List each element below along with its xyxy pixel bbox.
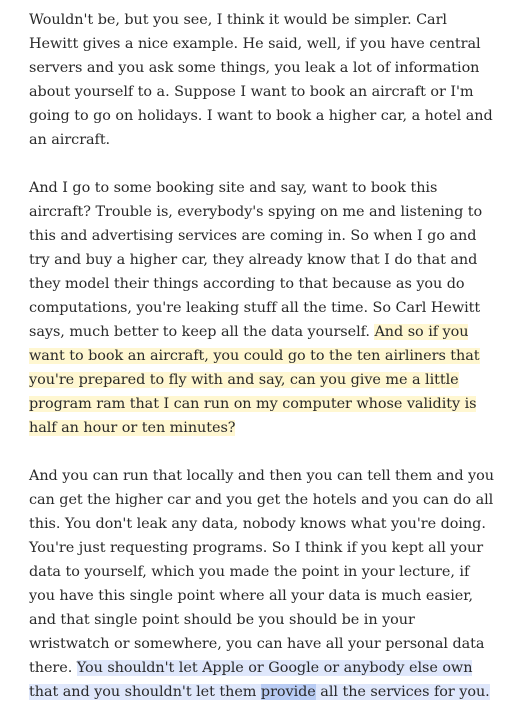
article-body	[29, 8, 499, 728]
paragraph-1	[29, 8, 499, 152]
highlighted-quote-blue-end[interactable]: all the services for you.	[315, 684, 490, 700]
paragraph-3	[29, 464, 499, 704]
highlighted-quote-blue[interactable]: You shouldn't let Apple or Google or anybody else own that and you shouldn't let them	[29, 660, 473, 700]
paragraph-2-text: And I go to some booking site and say, want to book this aircraft? Trouble is, everybody's spying on me and listening to this and advertising services are coming in. So when I go and try and buy a higher car, they already know that I do that and they model their things according to that because as you do computations, you're leaking stuff all the time. So Carl Hewitt says, much better to keep all the data yourself.	[29, 180, 483, 340]
paragraph-3-text: And you can run that locally and then you can tell them and you can get the higher car and you get the hotels and you can do all this. You don't leak any data, nobody knows what you're doing. You're just requesting programs. So I think if you kept all your data to yourself, which you made the point in your lecture, if you have this single point where all your data is much easier, and that single point should be you should be in your wristwatch or somewhere, you can have all your personal data there.	[29, 468, 494, 676]
paragraph-2	[29, 176, 499, 440]
selected-word[interactable]: provide	[260, 684, 316, 700]
highlighted-quote-yellow[interactable]: And so if you want to book an aircraft, you could go to the ten airliners that you're prepared to fly with and say, can you give me a little program ram that I can run on my computer whose validity is half an hour or ten minutes?	[29, 324, 480, 436]
paragraph-1-text: Wouldn't be, but you see, I think it would be simpler. Carl Hewitt gives a nice example. He said, well, if you have central servers and you ask some things, you leak a lot of information about yourself to a. Suppose I want to book an aircraft or I'm going to go on holidays. I want to book a higher car, a hotel and an aircraft.	[29, 12, 493, 148]
